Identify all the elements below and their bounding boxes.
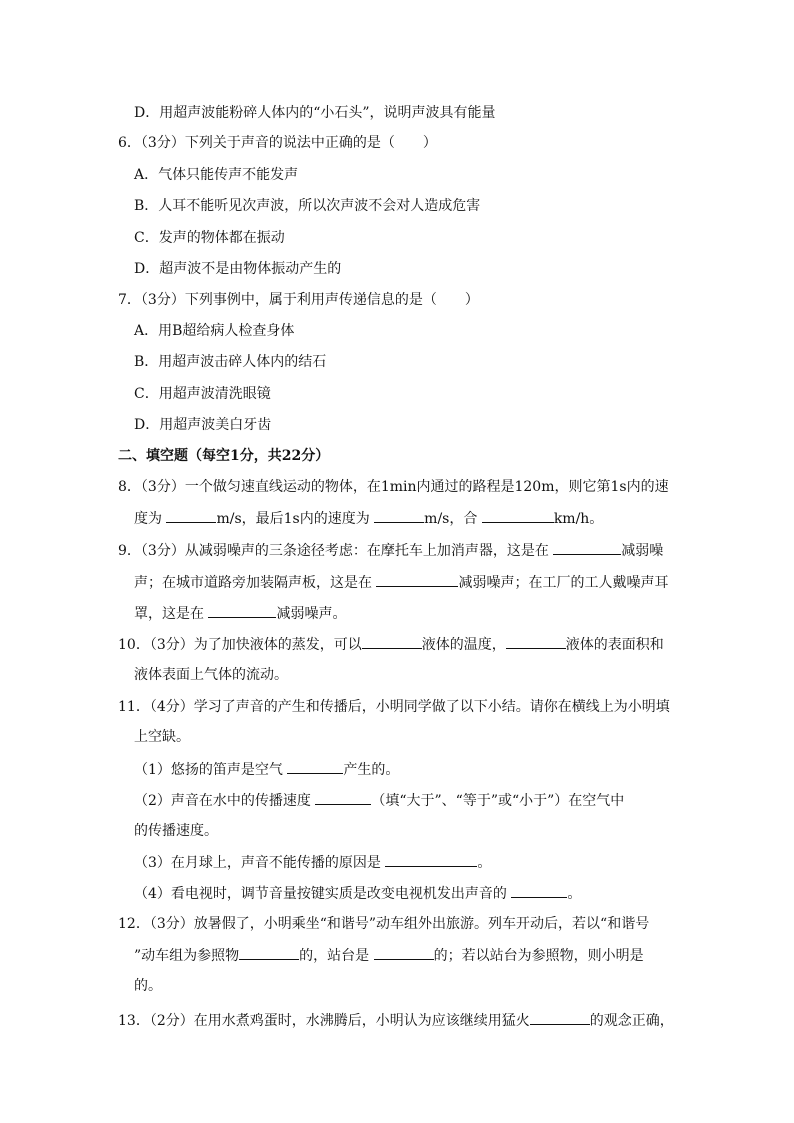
text-segment: 。 xyxy=(567,886,582,902)
text-segment: 的；若以站台为参照物，则小明是 xyxy=(433,948,644,964)
text-line: 8．（3分）一个做匀速直线运动的物体，在1min内通过的路程是120m，则它第1s内的速 xyxy=(118,479,669,495)
text-line: A．气体只能传声不能发声 xyxy=(134,167,299,183)
answer-blank[interactable] xyxy=(482,508,554,523)
answer-blank[interactable] xyxy=(385,852,477,867)
text-line: 11．（4分）学习了声音的产生和传播后，小明同学做了以下小结。请你在横线上为小明填 xyxy=(118,699,670,715)
text-line: C．用超声波清洗眼镜 xyxy=(134,386,271,402)
answer-blank[interactable] xyxy=(553,540,621,555)
text-segment: （填“大于”、“等于”或“小于”）在空气中 xyxy=(371,793,625,809)
text-line: D．超声波不是由物体振动产生的 xyxy=(134,261,342,277)
text-segment: 声；在城市道路旁加装隔声板，这是在 xyxy=(134,575,377,591)
text-line xyxy=(118,540,663,561)
text-line xyxy=(134,883,581,904)
text-line: 液体表面上气体的流动。 xyxy=(134,667,288,683)
text-line: 的。 xyxy=(134,978,162,994)
answer-blank[interactable] xyxy=(362,634,422,649)
text-segment: 的，站台是 xyxy=(299,948,374,964)
text-line: 12．（3分）放暑假了，小明乘坐“和谐号”动车组外出旅游。列车开动后，若以“和谐号 xyxy=(118,916,650,932)
text-segment: 减弱噪 xyxy=(621,543,664,559)
text-segment: 9．（3分）从减弱噪声的三条途径考虑：在摩托车上加消声器，这是在 xyxy=(118,543,554,559)
answer-blank[interactable] xyxy=(506,634,566,649)
answer-blank[interactable] xyxy=(239,945,299,960)
text-segment: 13．（2分）在用水煮鸡蛋时，水沸腾后，小明认为应该继续用猛火 xyxy=(118,1013,530,1029)
text-line xyxy=(134,508,603,529)
text-line xyxy=(134,945,644,966)
text-line xyxy=(118,1010,674,1031)
text-line: 7．（3分）下列事例中，属于利用声传递信息的是（ ） xyxy=(118,292,479,308)
text-segment: 的观念正确， xyxy=(589,1013,674,1029)
text-segment: （4）看电视时，调节音量按键实质是改变电视机发出声音的 xyxy=(134,886,512,902)
text-line: B．人耳不能听见次声波，所以次声波不会对人造成危害 xyxy=(134,198,481,214)
answer-blank[interactable] xyxy=(511,883,567,898)
text-segment: 10．（3分）为了加快液体的蒸发，可以 xyxy=(118,637,362,653)
text-line: D．用超声波能粉碎人体内的“小石头”，说明声波具有能量 xyxy=(134,105,496,121)
text-line xyxy=(134,790,624,811)
text-line: A．用B超给病人检查身体 xyxy=(134,323,295,339)
text-segment: 减弱噪声。 xyxy=(276,606,347,622)
answer-blank[interactable] xyxy=(315,790,371,805)
text-segment: km/h。 xyxy=(553,511,604,527)
text-segment: 度为 xyxy=(134,511,167,527)
text-line: B．用超声波击碎人体内的结石 xyxy=(134,354,327,370)
text-line xyxy=(134,603,346,624)
text-segment: （3）在月球上，声音不能传播的原因是 xyxy=(134,855,386,871)
answer-blank[interactable] xyxy=(374,508,424,523)
answer-blank[interactable] xyxy=(530,1010,590,1025)
answer-blank[interactable] xyxy=(374,945,434,960)
text-segment: 减弱噪声；在工厂的工人戴噪声耳 xyxy=(458,575,669,591)
text-line xyxy=(134,852,491,873)
answer-blank[interactable] xyxy=(287,759,343,774)
text-segment: （1）悠扬的笛声是空气 xyxy=(134,762,288,778)
text-segment: 液体的表面积和 xyxy=(565,637,664,653)
section-heading: 二、填空题（每空1分，共22分） xyxy=(118,448,330,464)
text-segment: （2）声音在水中的传播速度 xyxy=(134,793,316,809)
answer-blank[interactable] xyxy=(208,603,276,618)
text-line xyxy=(134,572,668,593)
text-line: 6．（3分）下列关于声音的说法中正确的是（ ） xyxy=(118,135,437,151)
answer-blank[interactable] xyxy=(166,508,216,523)
text-segment: 液体的温度， xyxy=(421,637,506,653)
text-segment: m/s，合 xyxy=(424,511,482,527)
text-line: 上空缺。 xyxy=(134,729,190,745)
text-line: C．发声的物体都在振动 xyxy=(134,230,285,246)
text-segment: 产生的。 xyxy=(343,762,400,778)
text-line xyxy=(118,634,664,655)
text-segment: 。 xyxy=(477,855,492,871)
text-segment: 罩，这是在 xyxy=(134,606,209,622)
text-line xyxy=(134,759,399,780)
text-line: D．用超声波美白牙齿 xyxy=(134,417,272,433)
text-segment: ”动车组为参照物 xyxy=(134,948,240,964)
text-line: 的传播速度。 xyxy=(134,823,218,839)
answer-blank[interactable] xyxy=(376,572,458,587)
text-segment: m/s，最后1s内的速度为 xyxy=(216,511,375,527)
